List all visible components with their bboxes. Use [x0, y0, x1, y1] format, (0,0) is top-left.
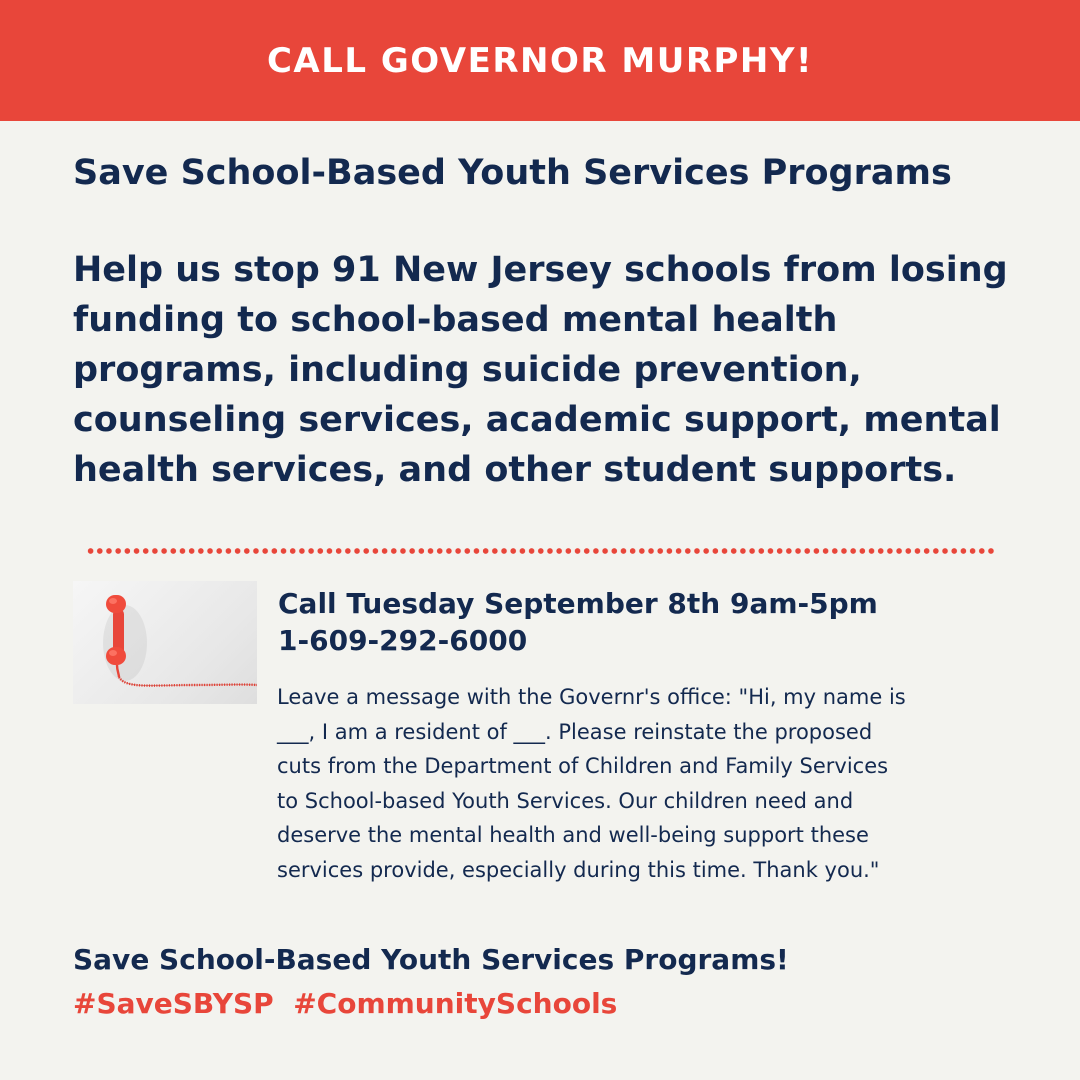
page-title: Save School-Based Youth Services Programs	[73, 153, 952, 193]
hashtag-savesbysp: #SaveSBYSP	[73, 987, 274, 1020]
message-line: ___, I am a resident of ___. Please reinstate the proposed	[277, 719, 873, 744]
hashtag-communityschools: #CommunitySchools	[293, 987, 618, 1020]
message-line: cuts from the Department of Children and Family Services	[277, 754, 889, 778]
lead-paragraph: Help us stop 91 New Jersey schools from losing funding to school-based mental health programs, including suicide prevention, counseling services, academic support, mental health services, and other student supports.	[73, 250, 1008, 490]
message-line: deserve the mental health and well-being support these	[277, 823, 869, 847]
dotted-divider	[86, 548, 996, 554]
header-banner	[0, 0, 1080, 121]
hashtags	[73, 984, 1053, 1024]
banner-title: CALL GOVERNOR MURPHY!	[266, 40, 814, 81]
closing-line: Save School-Based Youth Services Programs!	[73, 943, 789, 976]
red-telephone-handset-icon	[73, 581, 257, 704]
message-line: to School-based Youth Services. Our children need and	[277, 788, 854, 813]
phone-number: 1-609-292-6000	[278, 624, 528, 657]
message-script	[277, 680, 1057, 887]
message-line: Leave a message with the Governr's office: "Hi, my name is	[277, 685, 906, 709]
message-line: services provide, especially during this time. Thank you."	[277, 857, 880, 882]
call-time: Call Tuesday September 8th 9am-5pm	[278, 587, 878, 620]
